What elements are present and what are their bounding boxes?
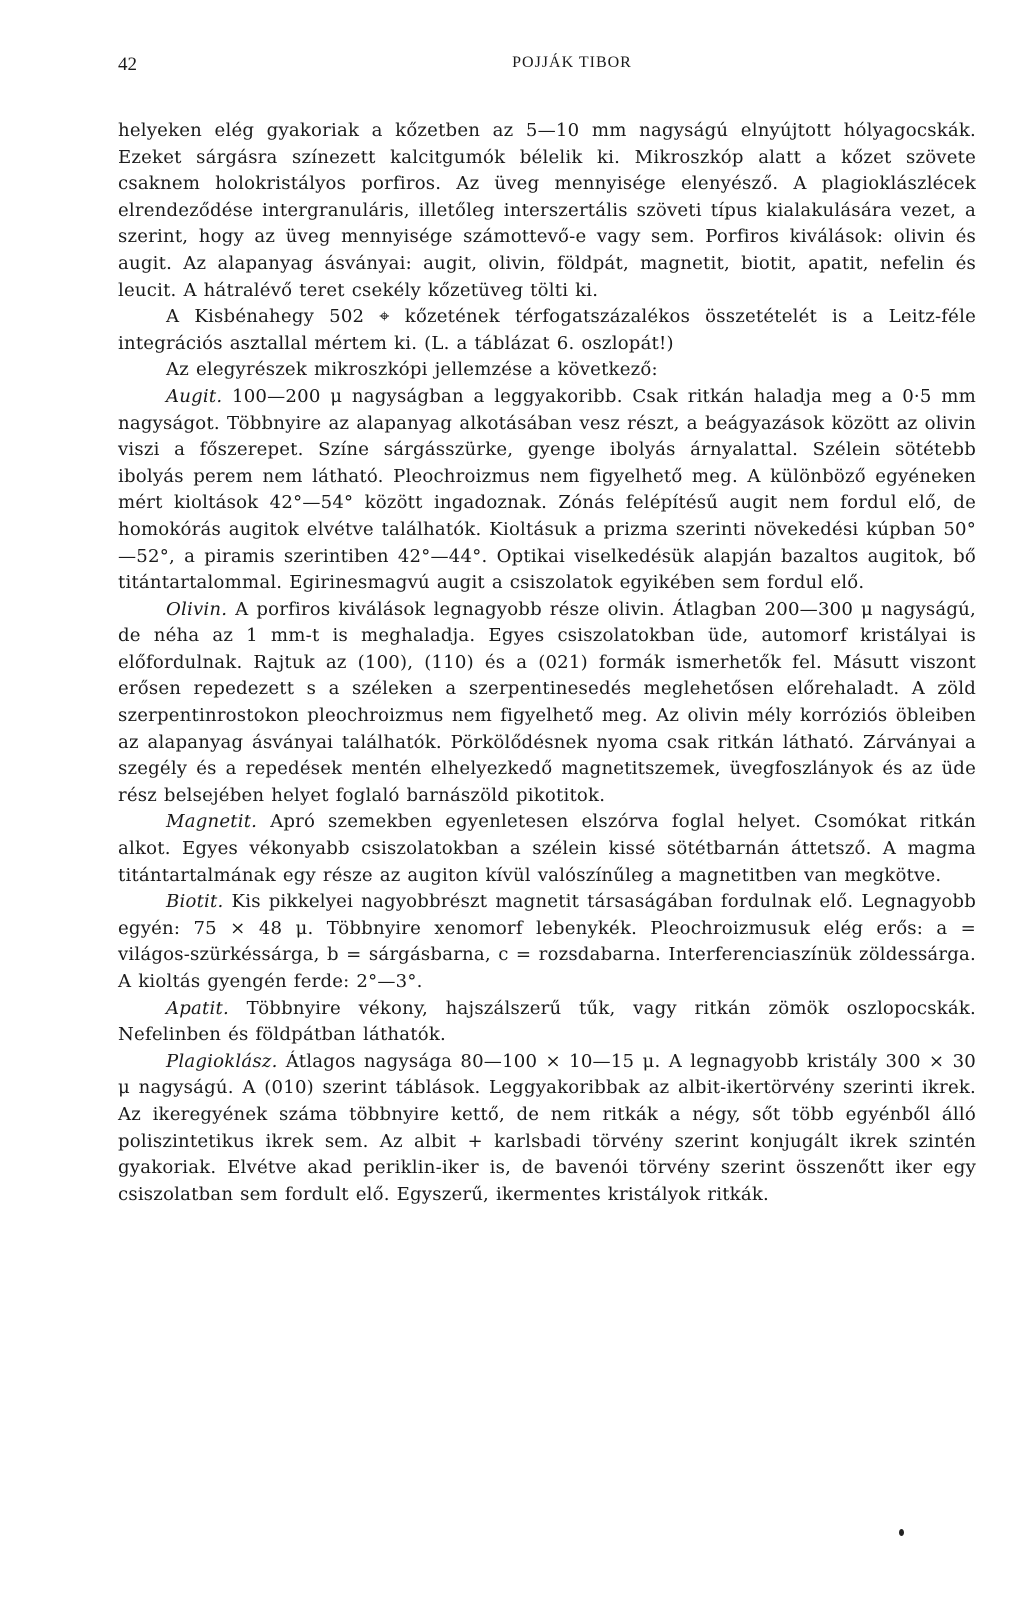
paragraph-text: helyeken elég gyakoriak a kőzetben az 5—10 mm nagyságú elnyújtott hólyagocskák. Ezeket sárgásra színezett kalcitgumók bélelik ki. Mikroszkóp alatt a kőzet szövete csaknem holokristályos porfiros. Az üveg mennyisége elenyésző. A plagioklászlécek elrendeződése intergranuláris, illetőleg interszertális szöveti típus kialakulására vezet, a szerint, hogy az üveg mennyisége számottevő-e vagy sem. Porfiros kiválások: olivin és augit. Az alapanyag ásványai: augit, olivin, földpát, magnetit, biotit, apatit, nefelin és leucit. A hátralévő teret csekély kőzetüveg tölti ki. — [118, 120, 976, 301]
paragraph-text: A porfiros kiválások legnagyobb része olivin. Átlagban 200—300 μ nagyságú, de néha az 1 mm-t is meghaladja. Egyes csiszolatokban üde, automorf kristályai is előfordulnak. Rajtuk az (100), (110) és a (021) formák ismerhetők fel. Másutt viszont erősen repedezett s a széleken a szerpentinesedés meglehetősen előrehaladt. A zöld szerpentinrostokon pleochroizmus nem figyelhető meg. Az olivin mély korróziós öbleiben az alapanyag ásványai találhatók. Pörkölődésnek nyoma csak ritkán látható. Zárványai a szegély és a repedések mentén elhelyezkedő magnetitszemek, üvegfoszlányok és az üde rész belsejében helyet foglaló barnászöld pikotitok. — [118, 598, 976, 806]
paragraph — [118, 357, 976, 384]
paragraph-text: Többnyire vékony, hajszálszerű tűk, vagy ritkán zömök oszlopocskák. Nefelinben és földpátban láthatók. — [118, 997, 976, 1046]
paragraph — [118, 384, 976, 597]
running-head: POJJÁK TIBOR — [512, 54, 632, 71]
scan-speck — [899, 1529, 904, 1536]
paragraph — [118, 304, 976, 357]
paragraph-text: Átlagos nagysága 80—100 × 10—15 μ. A legnagyobb kristály 300 × 30 μ nagyságú. A (010) szerint táblások. Leggyakoribbak az albit-ikertörvény szerinti ikrek. Az ikeregyének száma többnyire kettő, de nem ritkák a négy, sőt több egyénből álló poliszintetikus ikrek sem. Az albit + karlsbadi törvény szerint konjugált ikrek szintén gyakoriak. Elvétve akad periklin-iker is, de bavenói törvény szerint összenőtt iker egy csiszolatban sem fordult elő. Egyszerű, ikermentes kristályok ritkák. — [118, 1050, 976, 1205]
paragraph-term: Olivin. — [166, 598, 228, 620]
paragraph — [118, 809, 976, 889]
paragraph-term: Magnetit. — [166, 811, 258, 833]
paragraph — [118, 1049, 976, 1209]
page-header — [118, 54, 948, 80]
paragraph — [118, 996, 976, 1049]
body-text — [118, 118, 976, 1208]
paragraph-term: Biotit. — [166, 891, 224, 913]
page-number: 42 — [118, 54, 137, 75]
paragraph-text: Apró szemekben egyenletesen elszórva foglal helyet. Csomókat ritkán alkot. Egyes vékonyabb csiszolatokban a szélein kissé sötétbarnán áttetsző. A magma titántartalmának egy része az augiton kívül valószínűleg a magnetitben van megkötve. — [118, 811, 976, 886]
paragraph-text: Kis pikkelyei nagyobbrészt magnetit társaságában fordulnak elő. Legnagyobb egyén: 75 × 48 μ. Többnyire xenomorf lebenykék. Pleochroizmusuk elég erős: a = világos-szürkéssárga, b = sárgásbarna, c = rozsdabarna. Interferenciaszínük zöldessárga. A kioltás gyengén ferde: 2°—3°. — [118, 891, 976, 992]
paragraph-term: Augit. — [166, 385, 223, 407]
paragraph — [118, 889, 976, 995]
paragraph-text: 100—200 μ nagyságban a leggyakoribb. Csak ritkán haladja meg a 0·5 mm nagyságot. Többnyire az alapanyag alkotásában vesz részt, a beágyazások között az olivin viszi a főszerepet. Színe sárgásszürke, gyenge ibolyás árnyalattal. Szélein sötétebb ibolyás perem nem látható. Pleochroizmus nem figyelhető meg. A különböző egyéneken mért kioltások 42°—54° között ingadoznak. Zónás felépítésű augit nem fordul elő, de homokórás augitok elvétve találhatók. Kioltásuk a prizma szerinti növekedési kúpban 50°—52°, a piramis szerintiben 42°—44°. Optikai viselkedésük alapján bazaltos augitok, bő titántartalommal. Egirinesmagvú augit a csiszolatok egyikében sem fordul elő. — [118, 385, 976, 594]
paragraph-term: Apatit. — [166, 997, 229, 1019]
paragraph-text: A Kisbénahegy 502 ⌖ kőzetének térfogatszázalékos összetételét is a Leitz-féle integrációs asztallal mértem ki. (L. a táblázat 6. oszlopát!) — [118, 306, 976, 354]
paragraph — [118, 118, 976, 304]
paragraph — [118, 597, 976, 810]
paragraph-text: Az elegyrészek mikroszkópi jellemzése a következő: — [166, 359, 658, 381]
paragraph-term: Plagioklász. — [166, 1050, 278, 1072]
